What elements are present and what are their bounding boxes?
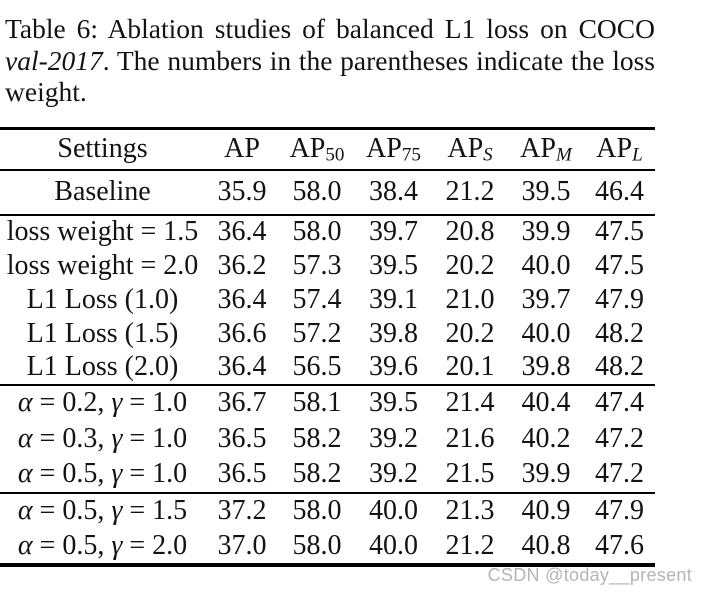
value-cell: 20.2 (445, 317, 495, 349)
alpha-symbol: α (17, 529, 33, 561)
alpha-symbol: α (17, 458, 33, 489)
value-cell: 39.2 (369, 458, 418, 489)
value-cell: 39.8 (369, 317, 418, 349)
value-cell: 21.4 (445, 387, 495, 418)
table-row (0, 170, 655, 215)
value-cell: 47.2 (595, 422, 644, 454)
alpha-symbol: α (17, 422, 33, 454)
section-alpha-gamma-2 (0, 493, 655, 565)
value-cell: 48.2 (595, 317, 644, 349)
value-cell: 58.2 (292, 458, 342, 489)
table-row (0, 283, 655, 317)
section-baseline (0, 170, 655, 215)
settings-cell: Baseline (54, 176, 151, 207)
table-row (0, 385, 655, 421)
value-cell: 40.8 (521, 529, 571, 561)
settings-cell (0, 385, 205, 421)
settings-cell: L1 Loss (1.0) (26, 283, 179, 315)
value-cell: 47.5 (595, 216, 644, 247)
value-cell: 36.4 (217, 283, 267, 315)
value-cell: 48.2 (595, 351, 644, 382)
value-cell: 39.6 (369, 351, 418, 382)
settings-cell (0, 529, 205, 565)
value-cell: 36.7 (217, 387, 267, 418)
value-cell: 39.7 (369, 216, 418, 247)
value-cell: 36.5 (217, 458, 267, 489)
value-cell: 39.2 (369, 422, 418, 454)
value-cell: 47.5 (595, 249, 644, 281)
table-row (0, 351, 655, 385)
header-ap75-sub: 75 (401, 144, 421, 166)
value-cell: 58.1 (292, 387, 342, 418)
table-row (0, 215, 655, 249)
table-row (0, 421, 655, 457)
value-cell: 57.4 (292, 283, 342, 315)
section-loss-weight (0, 215, 655, 385)
alpha-symbol: α (17, 387, 33, 418)
value-cell: 39.9 (521, 458, 571, 489)
table-caption (5, 13, 655, 108)
value-cell: 36.4 (217, 351, 267, 382)
settings-text: = 1.0 (122, 387, 188, 418)
value-cell: 36.2 (217, 249, 267, 281)
value-cell: 40.0 (369, 495, 418, 526)
header-apm (508, 129, 584, 170)
value-cell: 58.0 (292, 495, 342, 526)
value-cell: 40.0 (521, 249, 571, 281)
settings-cell (0, 457, 205, 493)
value-cell: 40.0 (521, 317, 571, 349)
value-cell: 58.0 (292, 529, 342, 561)
header-row (0, 129, 655, 170)
settings-cell (0, 421, 205, 457)
value-cell: 21.2 (445, 529, 495, 561)
value-cell: 36.4 (217, 216, 267, 247)
value-cell: 36.6 (217, 317, 267, 349)
value-cell: 39.5 (369, 387, 418, 418)
caption-line-3: weight. (5, 76, 87, 107)
settings-text: = 1.0 (122, 422, 188, 454)
gamma-symbol: γ (111, 458, 123, 489)
header-apm-base: AP (520, 133, 556, 165)
header-settings: Settings (57, 133, 148, 165)
settings-text: = 1.0 (122, 458, 188, 489)
value-cell: 47.6 (595, 529, 644, 561)
value-cell: 37.0 (217, 529, 267, 561)
value-cell: 20.1 (445, 351, 495, 382)
alpha-symbol: α (17, 495, 33, 526)
value-cell: 35.9 (217, 176, 267, 207)
settings-cell (0, 493, 205, 529)
caption-line-2-rest: . The numbers in the parentheses indicate the loss (102, 44, 655, 76)
value-cell: 21.2 (445, 176, 495, 207)
section-alpha-gamma-1 (0, 385, 655, 493)
value-cell: 39.1 (369, 283, 418, 315)
watermark: CSDN @today__present (487, 565, 692, 585)
gamma-symbol: γ (111, 495, 123, 526)
value-cell: 39.9 (521, 216, 571, 247)
table-row (0, 317, 655, 351)
value-cell: 47.9 (595, 495, 644, 526)
header-ap75-base: AP (366, 133, 402, 165)
value-cell: 47.2 (595, 458, 644, 489)
results-table (0, 127, 655, 567)
value-cell: 57.3 (292, 249, 342, 281)
header-ap (205, 129, 279, 170)
header-ap75 (355, 129, 432, 170)
table-row (0, 249, 655, 283)
value-cell: 47.9 (595, 283, 644, 315)
settings-text: = 0.5, (32, 529, 112, 561)
value-cell: 56.5 (292, 351, 342, 382)
gamma-symbol: γ (111, 387, 123, 418)
value-cell: 39.7 (521, 283, 571, 315)
settings-cell: L1 Loss (1.5) (26, 317, 179, 349)
value-cell: 39.5 (369, 249, 418, 281)
table-row (0, 529, 655, 565)
value-cell: 58.0 (292, 216, 342, 247)
value-cell: 38.4 (369, 176, 418, 207)
value-cell: 39.8 (521, 351, 571, 382)
header-ap-base: AP (224, 133, 260, 165)
caption-line-2 (5, 45, 655, 77)
header-aps-base: AP (447, 133, 484, 165)
header-ap50 (279, 129, 355, 170)
settings-text: = 0.3, (32, 422, 112, 454)
header-ap50-base: AP (289, 133, 326, 165)
settings-text: = 0.5, (32, 458, 112, 489)
settings-text: = 0.5, (32, 495, 112, 526)
value-cell: 46.4 (595, 176, 644, 207)
header-aps-sub: S (483, 144, 493, 166)
settings-cell: L1 Loss (2.0) (26, 351, 179, 382)
settings-text: = 0.2, (32, 387, 112, 418)
settings-cell: loss weight = 2.0 (6, 249, 199, 281)
caption-dataset-italic: val-2017 (5, 44, 103, 76)
value-cell: 21.5 (445, 458, 495, 489)
gamma-symbol: γ (111, 529, 123, 561)
value-cell: 40.9 (521, 495, 571, 526)
header-apl-sub: L (632, 144, 643, 166)
table-row (0, 493, 655, 529)
caption-line-1: Table 6: Ablation studies of balanced L1 loss on COCO (5, 13, 655, 44)
value-cell: 39.5 (521, 176, 571, 207)
header-apm-sub: M (555, 144, 572, 166)
value-cell: 20.2 (445, 249, 495, 281)
header-aps (432, 129, 508, 170)
value-cell: 47.4 (595, 387, 644, 418)
header-apl-base: AP (596, 133, 633, 165)
gamma-symbol: γ (111, 422, 123, 454)
value-cell: 58.2 (292, 422, 342, 454)
value-cell: 58.0 (292, 176, 342, 207)
value-cell-best-ap: 37.2 (217, 495, 267, 526)
table-row (0, 457, 655, 493)
value-cell: 40.4 (521, 387, 571, 418)
settings-text: = 1.5 (122, 495, 188, 526)
value-cell: 21.0 (445, 283, 495, 315)
table-header (0, 129, 655, 170)
settings-text: = 2.0 (122, 529, 188, 561)
value-cell: 20.8 (445, 216, 495, 247)
settings-cell: loss weight = 1.5 (6, 216, 199, 247)
header-ap50-sub: 50 (325, 144, 345, 166)
value-cell: 21.6 (445, 422, 495, 454)
value-cell: 36.5 (217, 422, 267, 454)
value-cell: 40.2 (521, 422, 571, 454)
value-cell: 57.2 (292, 317, 342, 349)
value-cell: 40.0 (369, 529, 418, 561)
value-cell: 21.3 (445, 495, 495, 526)
header-apl (584, 129, 655, 170)
